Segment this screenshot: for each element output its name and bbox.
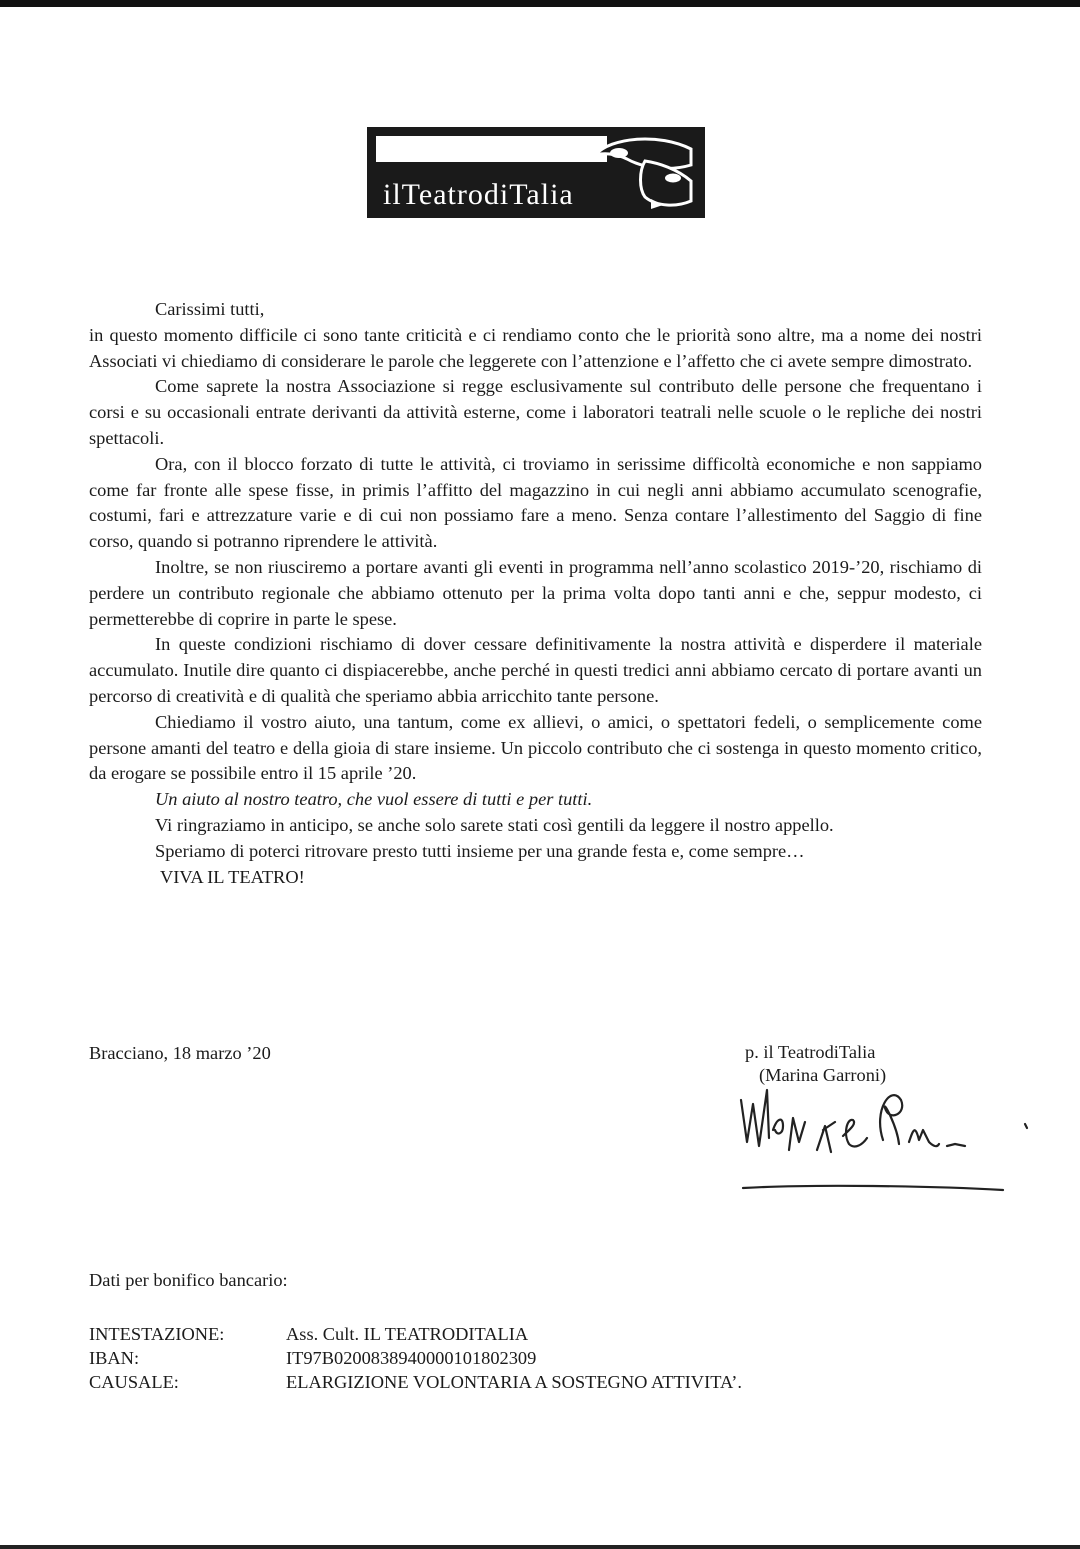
letter-paragraph: Come saprete la nostra Associazione si regge esclusivamente sul contributo delle persone che frequentano i corsi e su occasionali entrate derivanti da attività esterne, come i laboratori teatrali nelle scuole o le repliche dei nostri spettacoli. <box>89 376 982 448</box>
handwritten-signature <box>733 1060 1078 1200</box>
bank-label: IBAN: <box>89 1348 140 1368</box>
bank-label: INTESTAZIONE: <box>89 1324 225 1344</box>
letter-thanks: Vi ringraziamo in anticipo, se anche solo sarete stati così gentili da leggere il nostro appello. <box>155 814 834 835</box>
bank-label: CAUSALE: <box>89 1372 179 1392</box>
logo-white-bar <box>376 136 607 162</box>
letter-motto: Un aiuto al nostro teatro, che vuol essere di tutti e per tutti. <box>155 789 593 810</box>
place-and-date: Bracciano, 18 marzo ’20 <box>89 1043 271 1063</box>
signer-organization: p. il TeatrodiTalia <box>745 1042 876 1062</box>
letter-hope: Speriamo di poterci ritrovare presto tutti insieme per una grande festa e, come sempre… <box>155 840 805 861</box>
letter-paragraph: in questo momento difficile ci sono tante criticità e ci rendiamo conto che le priorità sono altre, ma a nome dei nostri Associati vi chiediamo di considerare le parole che leggerete con l’attenzione e l’affetto che ci avete sempre dimostrato. <box>89 324 982 371</box>
signer-name: (Marina Garroni) <box>759 1065 887 1085</box>
scan-edge-top <box>0 0 1080 7</box>
bank-value: Ass. Cult. IL TEATRODITALIA <box>286 1324 529 1344</box>
letter-paragraph: In queste condizioni rischiamo di dover cessare definitivamente la nostra attività e disperdere il materiale accumulato. Inutile dire quanto ci dispiacerebbe, anche perché in questi tredici anni abbiamo cercato di portare avanti un percorso di creatività e di qualità che speriamo abbia arricchito tante persone. <box>89 634 982 706</box>
theatre-mask-icon <box>587 131 699 215</box>
letter-paragraph: Chiediamo il vostro aiuto, una tantum, come ex allievi, o amici, o spettatori fedeli, o semplicemente come persone amanti del teatro e della gioia di stare insieme. Un piccolo contributo che ci sostenga in questo momento critico, da erogare se possibile entro il 15 aprile ’20. <box>89 711 982 784</box>
scan-edge-bottom <box>0 1545 1080 1549</box>
bank-transfer-title: Dati per bonifico bancario: <box>89 1270 288 1290</box>
letter-paragraph: Inoltre, se non riusciremo a portare avanti gli eventi in programma nell’anno scolastico 2019-’20, rischiamo di perdere un contributo regionale che abbiamo ottenuto per la prima volta dopo tanti anni e che, seppur modesto, ci permetterebbe di coprire in parte le spese. <box>89 556 982 629</box>
logo-wordmark: ilTeatrodiTalia <box>383 178 574 211</box>
letter-closing: VIVA IL TEATRO! <box>160 866 305 887</box>
bank-value: IT97B0200838940000101802309 <box>286 1348 537 1368</box>
letter-body <box>89 297 982 890</box>
letter-greeting: Carissimi tutti, <box>155 299 265 319</box>
bank-value: ELARGIZIONE VOLONTARIA A SOSTEGNO ATTIVITA’. <box>286 1372 742 1392</box>
letter-paragraph: Ora, con il blocco forzato di tutte le attività, ci troviamo in serissime difficoltà economiche e non sappiamo come far fronte alle spese fisse, in primis l’affitto del magazzino in cui negli anni abbiamo accumulato scenografie, costumi, fari e attrezzature varie e di cui non possiamo fare a meno. Senza contare l’allestimento del Saggio di fine corso, quando si potranno riprendere le attività. <box>89 453 982 552</box>
theatre-logo <box>367 127 705 218</box>
